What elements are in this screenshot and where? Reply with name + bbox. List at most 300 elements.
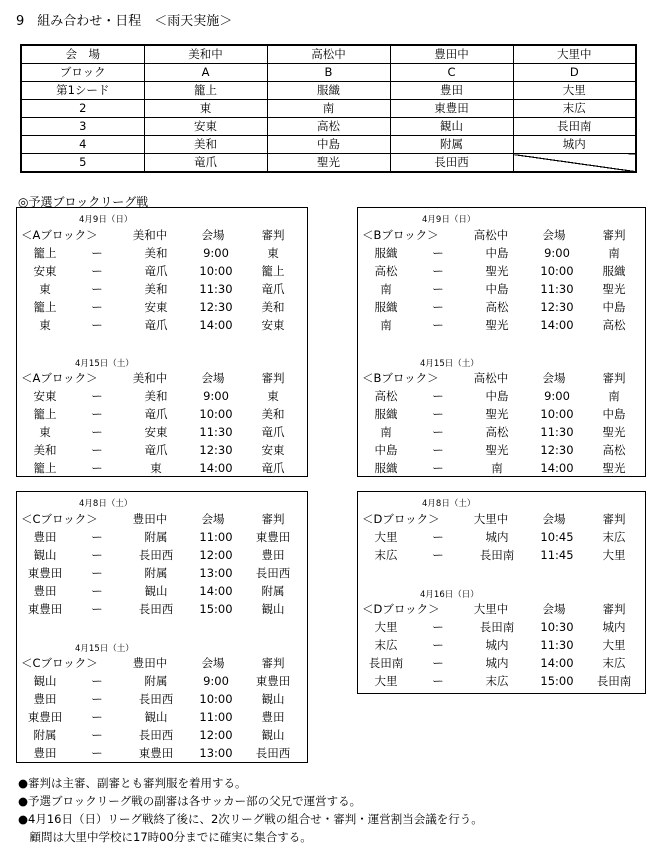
- table-cell: 美和中: [144, 45, 267, 64]
- block-label: ＜Cブロック＞: [21, 656, 98, 670]
- place-label: 会場: [201, 512, 225, 526]
- away-team: 長田西: [138, 728, 174, 742]
- kickoff-time: 15:00: [540, 674, 574, 688]
- match-row: [17, 244, 307, 262]
- match-row: [17, 423, 307, 441]
- table-cell: 服織: [267, 82, 390, 100]
- away-team: 中島: [485, 282, 509, 296]
- place-label: 会場: [542, 512, 566, 526]
- home-team: 服織: [374, 407, 398, 421]
- venue-label: 豊田中: [132, 512, 168, 526]
- home-team: 豊田: [33, 692, 57, 706]
- kickoff-time: 14:00: [540, 318, 574, 332]
- referee-team: 大里: [602, 548, 626, 562]
- home-team: 服織: [374, 300, 398, 314]
- match-row: [358, 636, 645, 654]
- kickoff-time: 10:00: [540, 264, 574, 278]
- away-team: 長田南: [479, 548, 515, 562]
- block-header: [17, 654, 307, 672]
- versus-dash: ー: [432, 548, 444, 562]
- versus-dash: ー: [91, 566, 103, 580]
- referee-team: 観山: [261, 692, 285, 706]
- away-team: 竜爪: [144, 407, 168, 421]
- note-line: ●4月16日（日）リーグ戦終了後に、2次リーグ戦の組合せ・審判・運営割当会議を行う。: [18, 812, 483, 826]
- kickoff-time: 9:00: [544, 246, 570, 260]
- match-date: 4月15日（土）: [75, 644, 134, 654]
- kickoff-time: 10:00: [540, 407, 574, 421]
- table-cell: 南: [267, 100, 390, 118]
- match-date: 4月15日（土）: [420, 359, 479, 369]
- match-date: 4月15日（土）: [75, 359, 134, 369]
- referee-team: 豊田: [261, 548, 285, 562]
- referee-team: 東: [267, 246, 279, 260]
- kickoff-time: 14:00: [540, 461, 574, 475]
- table-cell: 聖光: [267, 154, 390, 173]
- versus-dash: ー: [432, 389, 444, 403]
- versus-dash: ー: [91, 264, 103, 278]
- table-cell: 籠上: [144, 82, 267, 100]
- note-line: ●審判は主審、副審とも審判服を着用する。: [18, 776, 247, 790]
- referee-label: 審判: [602, 512, 626, 526]
- block-label: ＜Dブロック＞: [362, 602, 440, 616]
- versus-dash: ー: [432, 300, 444, 314]
- venue-block-table: [20, 44, 637, 173]
- match-row: [17, 405, 307, 423]
- table-cell: 会 場: [21, 45, 144, 64]
- versus-dash: ー: [432, 461, 444, 475]
- table-cell: 第1シード: [21, 82, 144, 100]
- kickoff-time: 12:30: [199, 300, 233, 314]
- versus-dash: ー: [432, 246, 444, 260]
- away-team: 長田西: [138, 692, 174, 706]
- home-team: 東: [39, 318, 51, 332]
- match-row: [17, 546, 307, 564]
- place-label: 会場: [542, 602, 566, 616]
- home-team: 東豊田: [27, 602, 63, 616]
- versus-dash: ー: [432, 620, 444, 634]
- section-title: ◎予選ブロックリーグ戦: [18, 195, 149, 209]
- block-label: ＜Bブロック＞: [362, 371, 439, 385]
- home-team: 豊田: [33, 746, 57, 760]
- away-team: 附属: [144, 674, 168, 688]
- match-row: [358, 672, 645, 690]
- table-cell: 豊田: [390, 82, 513, 100]
- versus-dash: ー: [91, 282, 103, 296]
- referee-team: 中島: [602, 407, 626, 421]
- home-team: 高松: [374, 389, 398, 403]
- away-team: 中島: [485, 246, 509, 260]
- place-label: 会場: [542, 228, 566, 242]
- referee-team: 高松: [602, 443, 626, 457]
- referee-label: 審判: [602, 602, 626, 616]
- away-team: 末広: [485, 674, 509, 688]
- kickoff-time: 10:00: [199, 264, 233, 278]
- block-header: [358, 510, 645, 528]
- home-team: 大里: [374, 530, 398, 544]
- kickoff-time: 13:00: [199, 566, 233, 580]
- kickoff-time: 11:30: [540, 425, 574, 439]
- block-header: [358, 600, 645, 618]
- match-row: [17, 672, 307, 690]
- match-row: [358, 405, 645, 423]
- versus-dash: ー: [91, 389, 103, 403]
- referee-team: 南: [608, 246, 620, 260]
- note-line: ●予選ブロックリーグ戦の副審は各サッカー部の父兄で運営する。: [18, 794, 362, 808]
- place-label: 会場: [201, 228, 225, 242]
- referee-team: 安東: [261, 318, 285, 332]
- kickoff-time: 12:30: [199, 443, 233, 457]
- kickoff-time: 10:00: [199, 692, 233, 706]
- referee-team: 附属: [261, 584, 285, 598]
- empty-slashed-cell: [513, 154, 636, 173]
- versus-dash: ー: [91, 728, 103, 742]
- referee-team: 美和: [261, 407, 285, 421]
- referee-team: 東: [267, 389, 279, 403]
- kickoff-time: 10:00: [199, 407, 233, 421]
- away-team: 城内: [485, 530, 509, 544]
- referee-team: 観山: [261, 602, 285, 616]
- away-team: 観山: [144, 584, 168, 598]
- versus-dash: ー: [432, 264, 444, 278]
- venue-label: 大里中: [473, 602, 509, 616]
- match-date: 4月9日（日）: [79, 215, 133, 225]
- versus-dash: ー: [91, 710, 103, 724]
- notes: [18, 774, 483, 846]
- versus-dash: ー: [91, 300, 103, 314]
- match-row: [358, 654, 645, 672]
- home-team: 美和: [33, 443, 57, 457]
- home-team: 豊田: [33, 530, 57, 544]
- block-a-schedule: [16, 207, 308, 477]
- venue-label: 美和中: [132, 228, 168, 242]
- kickoff-time: 15:00: [199, 602, 233, 616]
- away-team: 聖光: [485, 407, 509, 421]
- table-cell: C: [390, 64, 513, 82]
- home-team: 南: [380, 318, 392, 332]
- block-header: [17, 510, 307, 528]
- referee-label: 審判: [261, 228, 285, 242]
- versus-dash: ー: [432, 443, 444, 457]
- kickoff-time: 11:30: [199, 282, 233, 296]
- kickoff-time: 13:00: [199, 746, 233, 760]
- referee-team: 長田西: [255, 746, 291, 760]
- home-team: 服織: [374, 246, 398, 260]
- away-team: 高松: [485, 300, 509, 314]
- versus-dash: ー: [91, 425, 103, 439]
- referee-team: 末広: [602, 530, 626, 544]
- venue-label: 大里中: [473, 512, 509, 526]
- match-row: [358, 387, 645, 405]
- versus-dash: ー: [91, 602, 103, 616]
- table-cell: 4: [21, 136, 144, 154]
- away-team: 南: [491, 461, 503, 475]
- home-team: 末広: [374, 638, 398, 652]
- table-cell: 城内: [513, 136, 636, 154]
- referee-team: 東豊田: [255, 530, 291, 544]
- match-row: [358, 244, 645, 262]
- kickoff-time: 14:00: [199, 318, 233, 332]
- home-team: 籠上: [33, 407, 57, 421]
- match-row: [17, 316, 307, 334]
- match-row: [17, 582, 307, 600]
- block-c-schedule: [16, 491, 308, 763]
- table-row: [21, 82, 636, 100]
- table-cell: 5: [21, 154, 144, 173]
- table-row: [21, 136, 636, 154]
- home-team: 籠上: [33, 461, 57, 475]
- table-cell: D: [513, 64, 636, 82]
- versus-dash: ー: [91, 548, 103, 562]
- away-team: 安東: [144, 425, 168, 439]
- referee-team: 服織: [602, 264, 626, 278]
- referee-label: 審判: [261, 512, 285, 526]
- away-team: 東: [150, 461, 162, 475]
- referee-team: 聖光: [602, 425, 626, 439]
- block-header: [358, 369, 645, 387]
- match-row: [17, 441, 307, 459]
- versus-dash: ー: [432, 674, 444, 688]
- table-cell: 安東: [144, 118, 267, 136]
- match-row: [17, 690, 307, 708]
- referee-team: 竜爪: [261, 425, 285, 439]
- referee-team: 豊田: [261, 710, 285, 724]
- referee-team: 竜爪: [261, 461, 285, 475]
- match-row: [17, 387, 307, 405]
- kickoff-time: 9:00: [544, 389, 570, 403]
- match-row: [17, 262, 307, 280]
- referee-team: 美和: [261, 300, 285, 314]
- match-row: [17, 564, 307, 582]
- table-cell: 豊田中: [390, 45, 513, 64]
- home-team: 東: [39, 282, 51, 296]
- referee-label: 審判: [261, 371, 285, 385]
- versus-dash: ー: [432, 407, 444, 421]
- kickoff-time: 12:00: [199, 548, 233, 562]
- block-header: [17, 226, 307, 244]
- kickoff-time: 11:45: [540, 548, 574, 562]
- match-row: [358, 262, 645, 280]
- versus-dash: ー: [91, 461, 103, 475]
- home-team: 中島: [374, 443, 398, 457]
- home-team: 東: [39, 425, 51, 439]
- home-team: 豊田: [33, 584, 57, 598]
- table-cell: 長田西: [390, 154, 513, 173]
- table-cell: 美和: [144, 136, 267, 154]
- referee-team: 城内: [602, 620, 626, 634]
- versus-dash: ー: [91, 674, 103, 688]
- home-team: 高松: [374, 264, 398, 278]
- referee-team: 高松: [602, 318, 626, 332]
- table-cell: B: [267, 64, 390, 82]
- block-label: ＜Bブロック＞: [362, 228, 439, 242]
- match-row: [358, 441, 645, 459]
- table-cell: 長田南: [513, 118, 636, 136]
- table-cell: 竜爪: [144, 154, 267, 173]
- table-row: [21, 100, 636, 118]
- page-heading: 9 組み合わせ・日程 ＜雨天実施＞: [16, 14, 233, 29]
- block-d-schedule: [357, 491, 646, 694]
- kickoff-time: 9:00: [203, 246, 229, 260]
- match-row: [358, 546, 645, 564]
- referee-team: 中島: [602, 300, 626, 314]
- home-team: 籠上: [33, 300, 57, 314]
- place-label: 会場: [201, 656, 225, 670]
- table-cell: 高松中: [267, 45, 390, 64]
- kickoff-time: 9:00: [203, 389, 229, 403]
- table-row: [21, 154, 636, 173]
- away-team: 美和: [144, 282, 168, 296]
- referee-team: 安東: [261, 443, 285, 457]
- table-cell: 3: [21, 118, 144, 136]
- home-team: 安東: [33, 264, 57, 278]
- note-line: 顧問は大里中学校に17時00分までに確実に集合する。: [18, 830, 312, 844]
- table-cell: ブロック: [21, 64, 144, 82]
- away-team: 美和: [144, 389, 168, 403]
- kickoff-time: 11:30: [540, 282, 574, 296]
- table-cell: 東: [144, 100, 267, 118]
- versus-dash: ー: [91, 443, 103, 457]
- referee-team: 東豊田: [255, 674, 291, 688]
- versus-dash: ー: [91, 318, 103, 332]
- home-team: 南: [380, 425, 392, 439]
- home-team: 安東: [33, 389, 57, 403]
- table-cell: 附属: [390, 136, 513, 154]
- kickoff-time: 14:00: [199, 584, 233, 598]
- referee-label: 審判: [602, 371, 626, 385]
- away-team: 安東: [144, 300, 168, 314]
- versus-dash: ー: [432, 530, 444, 544]
- away-team: 観山: [144, 710, 168, 724]
- versus-dash: ー: [91, 692, 103, 706]
- referee-team: 大里: [602, 638, 626, 652]
- away-team: 東豊田: [138, 746, 174, 760]
- venue-label: 高松中: [473, 228, 509, 242]
- home-team: 大里: [374, 620, 398, 634]
- referee-team: 聖光: [602, 282, 626, 296]
- block-header: [358, 226, 645, 244]
- kickoff-time: 12:30: [540, 300, 574, 314]
- kickoff-time: 12:30: [540, 443, 574, 457]
- match-row: [17, 280, 307, 298]
- table-cell: 観山: [390, 118, 513, 136]
- block-header: [17, 369, 307, 387]
- versus-dash: ー: [91, 530, 103, 544]
- match-date: 4月9日（日）: [422, 215, 476, 225]
- table-header-row: [21, 45, 636, 64]
- table-cell: 中島: [267, 136, 390, 154]
- versus-dash: ー: [91, 407, 103, 421]
- away-team: 美和: [144, 246, 168, 260]
- block-label: ＜Aブロック＞: [21, 228, 98, 242]
- away-team: 長田南: [479, 620, 515, 634]
- referee-team: 長田西: [255, 566, 291, 580]
- table-row: [21, 118, 636, 136]
- table-cell: 東豊田: [390, 100, 513, 118]
- referee-team: 竜爪: [261, 282, 285, 296]
- venue-label: 高松中: [473, 371, 509, 385]
- table-cell: 高松: [267, 118, 390, 136]
- match-row: [358, 316, 645, 334]
- block-label: ＜Dブロック＞: [362, 512, 440, 526]
- match-row: [17, 459, 307, 477]
- versus-dash: ー: [432, 318, 444, 332]
- home-team: 東豊田: [27, 710, 63, 724]
- home-team: 観山: [33, 548, 57, 562]
- away-team: 附属: [144, 566, 168, 580]
- kickoff-time: 14:00: [199, 461, 233, 475]
- table-cell: 大里中: [513, 45, 636, 64]
- versus-dash: ー: [91, 584, 103, 598]
- kickoff-time: 11:00: [199, 710, 233, 724]
- kickoff-time: 11:30: [540, 638, 574, 652]
- kickoff-time: 14:00: [540, 656, 574, 670]
- match-row: [17, 744, 307, 762]
- home-team: 服織: [374, 461, 398, 475]
- versus-dash: ー: [432, 638, 444, 652]
- match-row: [17, 726, 307, 744]
- versus-dash: ー: [432, 656, 444, 670]
- away-team: 高松: [485, 425, 509, 439]
- home-team: 南: [380, 282, 392, 296]
- versus-dash: ー: [432, 425, 444, 439]
- match-row: [17, 600, 307, 618]
- match-row: [358, 280, 645, 298]
- versus-dash: ー: [91, 746, 103, 760]
- venue-label: 豊田中: [132, 656, 168, 670]
- referee-label: 審判: [261, 656, 285, 670]
- away-team: 竜爪: [144, 318, 168, 332]
- place-label: 会場: [201, 371, 225, 385]
- kickoff-time: 11:30: [199, 425, 233, 439]
- place-label: 会場: [542, 371, 566, 385]
- venue-label: 美和中: [132, 371, 168, 385]
- referee-team: 長田南: [596, 674, 632, 688]
- away-team: 聖光: [485, 264, 509, 278]
- away-team: 聖光: [485, 443, 509, 457]
- home-team: 長田南: [368, 656, 404, 670]
- block-label: ＜Aブロック＞: [21, 371, 98, 385]
- match-row: [358, 618, 645, 636]
- block-label: ＜Cブロック＞: [21, 512, 98, 526]
- match-row: [17, 528, 307, 546]
- match-row: [358, 423, 645, 441]
- away-team: 長田西: [138, 602, 174, 616]
- away-team: 附属: [144, 530, 168, 544]
- home-team: 籠上: [33, 246, 57, 260]
- match-row: [358, 459, 645, 477]
- away-team: 竜爪: [144, 443, 168, 457]
- away-team: 城内: [485, 638, 509, 652]
- match-row: [358, 528, 645, 546]
- table-cell: A: [144, 64, 267, 82]
- referee-team: 籠上: [261, 264, 285, 278]
- home-team: 観山: [33, 674, 57, 688]
- match-date: 4月8日（土）: [422, 499, 476, 509]
- versus-dash: ー: [432, 282, 444, 296]
- away-team: 竜爪: [144, 264, 168, 278]
- match-row: [358, 298, 645, 316]
- kickoff-time: 12:00: [199, 728, 233, 742]
- table-row: [21, 64, 636, 82]
- kickoff-time: 9:00: [203, 674, 229, 688]
- home-team: 大里: [374, 674, 398, 688]
- away-team: 聖光: [485, 318, 509, 332]
- match-date: 4月8日（土）: [79, 499, 133, 509]
- table-cell: 大里: [513, 82, 636, 100]
- home-team: 附属: [33, 728, 57, 742]
- referee-team: 南: [608, 389, 620, 403]
- referee-label: 審判: [602, 228, 626, 242]
